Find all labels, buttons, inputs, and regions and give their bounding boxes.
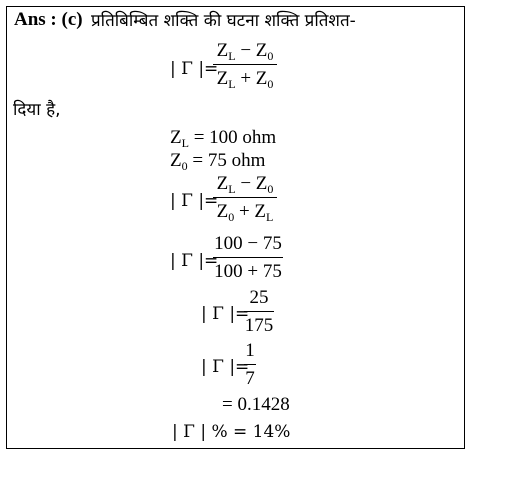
given-zl: $Z_L = 100$ ohm (170, 127, 277, 150)
formula-numerator: $Z_L - Z_0$ (216, 40, 274, 63)
answer-title: प्रतिबिम्बित शक्ति की घटना शक्ति प्रतिशत- (91, 11, 356, 31)
step3-lhs: | Γ |= (201, 304, 250, 324)
step3-fraction (244, 287, 274, 337)
step1-lhs: | Γ |= (170, 191, 219, 211)
given-label: दिया है, (13, 100, 61, 120)
step1-fraction (213, 173, 277, 223)
step2-fraction (213, 233, 283, 283)
formula-denominator: $Z_L + Z_0$ (216, 68, 274, 91)
step1-numerator: $Z_L - Z_0$ (216, 173, 274, 196)
step4-lhs: | Γ |= (201, 357, 250, 377)
step3-denominator: 175 (244, 315, 274, 336)
fraction-bar (213, 64, 277, 65)
step4-numerator: 1 (245, 340, 255, 361)
step1-denominator: $Z_0 + Z_L$ (216, 201, 274, 224)
fraction-bar (244, 364, 256, 365)
step5-value: = 0.1428 (222, 394, 290, 415)
formula-lhs: | Γ |= (170, 59, 219, 79)
fraction-bar (213, 197, 277, 198)
step4-denominator: 7 (245, 368, 255, 389)
step2-denominator: 100 + 75 (214, 261, 282, 282)
fraction-bar (244, 311, 274, 312)
answer-label: Ans : (c) (14, 9, 83, 30)
step4-fraction (244, 340, 256, 390)
step3-numerator: 25 (249, 287, 269, 308)
step2-lhs: | Γ |= (170, 251, 219, 271)
formula-fraction (213, 40, 277, 90)
fraction-bar (213, 257, 283, 258)
given-z0: $Z_0 = 75$ ohm (170, 150, 266, 173)
result-line: | Γ | % = 14% (172, 422, 291, 442)
step2-numerator: 100 − 75 (214, 233, 282, 254)
